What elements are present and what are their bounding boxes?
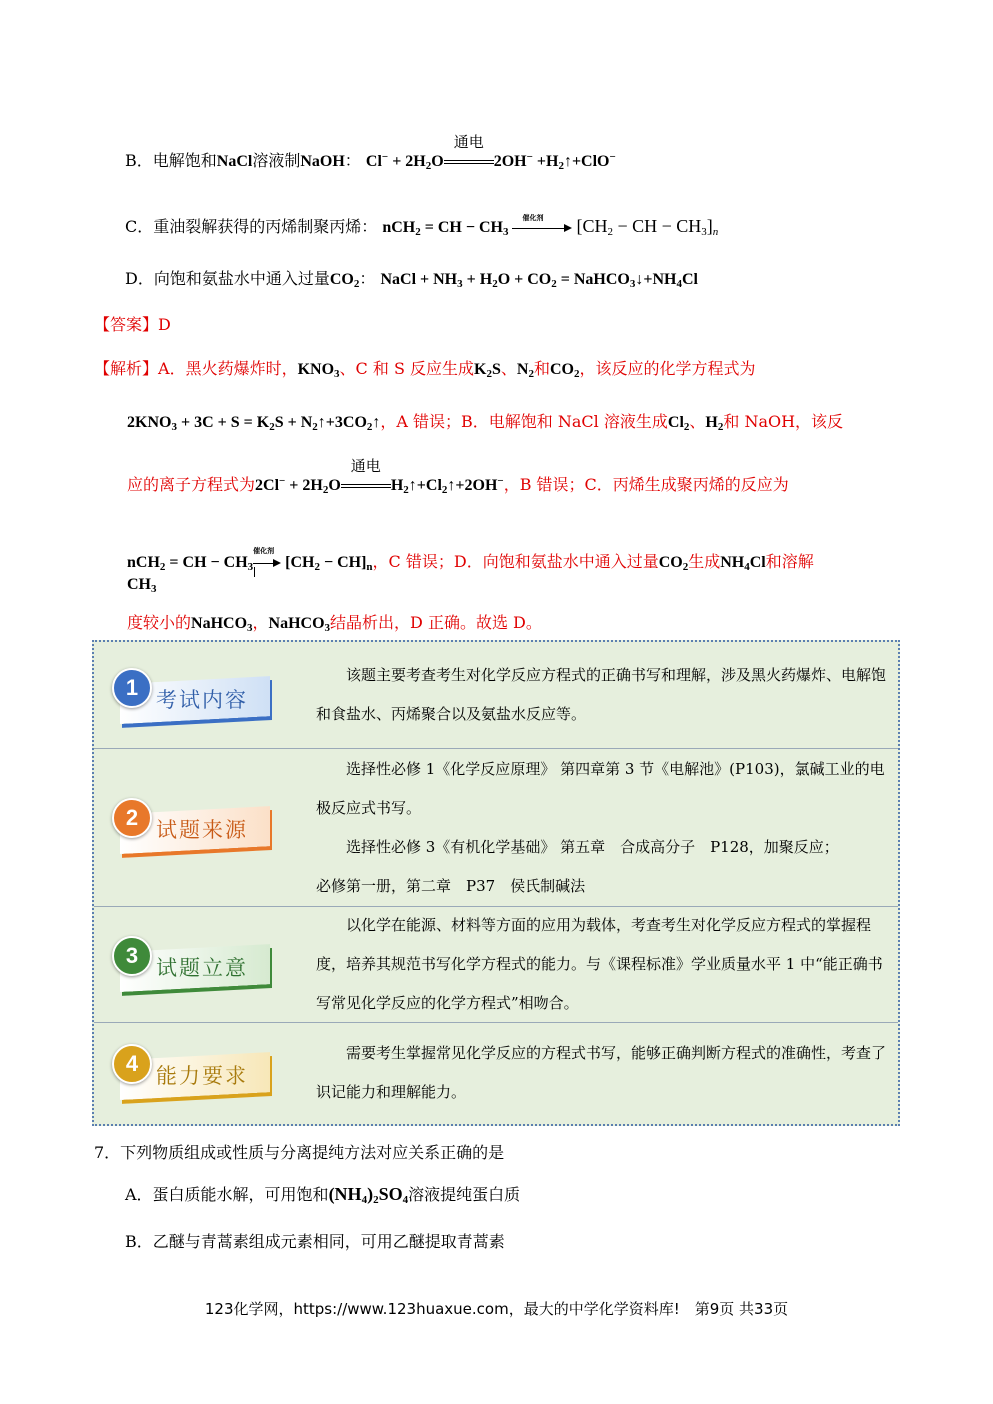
option-a-text: 溶液提纯蛋白质	[408, 1185, 521, 1204]
panel-text	[316, 1034, 886, 1112]
equation-electrolysis: $2Cl^- + 2H_2O$ 通电 $H_2↑+Cl_2↑+2OH^-$	[255, 457, 504, 496]
option-d	[125, 266, 698, 290]
analysis-text: ，A 错误；B．电解饱和 NaCl 溶液生成	[380, 412, 668, 431]
analysis-text: 度较小的	[127, 613, 192, 632]
option-d-label: D．向饱和氨盐水中通入过量	[125, 269, 330, 288]
condition-label: 通电	[350, 457, 381, 475]
formula-nahco3: NaHCO$_3$	[191, 615, 253, 634]
analysis-text: ，该反应的化学方程式为	[579, 359, 756, 378]
analysis-text: 、	[500, 359, 517, 378]
panel-text	[316, 906, 886, 1023]
option-b-mid: 溶液制	[252, 151, 301, 170]
answer	[94, 312, 171, 335]
panel-paragraph: 需要考生掌握常见化学反应的方程式书写，能够正确判断方程式的准确性，考查了识记能力和理解能力。	[316, 1044, 887, 1101]
answer-value: D	[158, 315, 171, 334]
analysis-line-5	[127, 610, 542, 634]
analysis-text: ，B 错误；C．丙烯生成聚丙烯的反应为	[503, 475, 789, 494]
formula-co2: $CO_2$	[658, 554, 689, 573]
catalyst-label: 催化剂	[522, 214, 544, 223]
analysis-text: 和	[533, 359, 550, 378]
page-footer: 123化学网，https://www.123huaxue.com，最大的中学化学资料库! 第9页 共33页	[204, 1300, 789, 1318]
option-b-equation: $Cl^- + 2H_2O$ 通电 $2OH^- +H_2↑+ClO^-$	[365, 133, 616, 172]
badge-number: 4	[112, 1044, 152, 1084]
analysis-text: 、	[689, 412, 706, 431]
equation-polymerization: nCH$_2$ = CH − $CH_3$ 催化剂 $[CH_2 - CH]_n$	[127, 547, 373, 573]
formula-k2s: $K_2S$	[474, 361, 501, 380]
option-d-colon: ：	[359, 269, 376, 288]
analysis-text: ，	[252, 613, 269, 632]
panel-text	[316, 656, 886, 734]
analysis-line-3	[127, 457, 789, 496]
option-b-colon: ：	[344, 151, 361, 170]
panel-paragraph: 选择性必修 1《化学反应原理》 第四章第 3 节《电解池》(P103)，氯碱工业的电极反应式书写。	[316, 760, 885, 817]
panel-paragraph: 选择性必修 3《有机化学基础》 第五章 合成高分子 P128，加聚反应；	[346, 838, 839, 856]
panel-paragraph: 该题主要考查考生对化学反应方程式的正确书写和理解，涉及黑火药爆炸、电解饱和食盐水、丙烯聚合以及氨盐水反应等。	[316, 666, 887, 723]
answer-label: 【答案】	[94, 315, 159, 334]
panel-row-ability	[94, 1022, 898, 1124]
option-d-co2: $CO_2$	[329, 271, 360, 290]
formula-ammonium-sulfate: $(NH_4)_2SO_4$	[328, 1184, 409, 1206]
substituent-bond	[254, 567, 255, 577]
formula-nh4cl: $NH_4Cl$	[720, 554, 766, 573]
analysis-text: 、C 和 S 反应生成	[339, 359, 474, 378]
option-c-equation: nCH$_2$ = CH − $CH_3$ 催化剂 [$CH_2$ − CH − $CH_3]_n$	[382, 214, 719, 238]
panel-paragraph: 必修第一册，第二章 P37 侯氏制碱法	[316, 877, 586, 895]
panel-row-purpose	[94, 906, 898, 1023]
analysis-line-2	[127, 409, 843, 433]
option-c-label: C．重油裂解获得的丙烯制聚丙烯：	[125, 217, 378, 236]
formula-n2: $N_2$	[516, 361, 534, 380]
analysis-text: 结晶析出，D 正确。故选 D。	[330, 613, 542, 632]
badge-title: 试题立意	[156, 956, 248, 980]
panel-paragraph: 以化学在能源、材料等方面的应用为载体，考查考生对化学反应方程式的掌握程度，培养其规范书写化学方程式的能力。与《课程标准》学业质量水平 1 中“能正确书写常见化学反应的化学方程式”相吻合。	[316, 916, 883, 1012]
badge-purpose	[112, 936, 272, 992]
option-c	[125, 214, 718, 238]
badge-ability	[112, 1044, 272, 1100]
formula-co2: $CO_2$	[549, 361, 580, 380]
analysis-text: A．黑火药爆炸时，	[158, 359, 298, 378]
option-b	[125, 133, 616, 172]
analysis-line-4	[127, 549, 814, 573]
formula-kno3: $KNO_3$	[297, 361, 340, 380]
analysis-panel-box	[92, 640, 900, 1126]
analysis-line-1	[94, 356, 755, 380]
option-a-text: A．蛋白质能水解，可用饱和	[125, 1185, 329, 1204]
analysis-text: 和溶解	[765, 552, 814, 571]
question-7-option-a	[125, 1182, 520, 1206]
option-b-label: B．电解饱和	[125, 151, 217, 170]
analysis-text: 生成	[688, 552, 721, 571]
analysis-text: 和 NaOH，该反	[723, 412, 844, 431]
equation-black-powder: $2KNO_3 + 3C + S = K_2S$ + $N_2↑+3CO_2↑$	[127, 414, 381, 433]
formula-cl2: $Cl_2$	[667, 414, 690, 433]
formula-nahco3: NaHCO$_3$	[268, 615, 331, 634]
question-7-stem: 7．下列物质组成或性质与分离提纯方法对应关系正确的是	[94, 1143, 505, 1162]
badge-title: 试题来源	[156, 818, 248, 842]
catalyst-label: 催化剂	[253, 547, 275, 556]
option-b-naoh: NaOH	[300, 153, 345, 170]
badge-title: 能力要求	[156, 1064, 248, 1088]
panel-text	[316, 750, 886, 906]
badge-source	[112, 798, 272, 854]
condition-label: 通电	[453, 133, 484, 151]
formula-h2: $H_2$	[705, 414, 724, 433]
badge-exam-content	[112, 668, 272, 724]
analysis-label: 【解析】	[94, 359, 159, 378]
badge-number: 3	[112, 936, 152, 976]
badge-number: 2	[112, 798, 152, 838]
badge-number: 1	[112, 668, 152, 708]
badge-title: 考试内容	[156, 688, 248, 712]
analysis-text: ，C 错误；D．向饱和氨盐水中通入过量	[372, 552, 659, 571]
panel-row-source	[94, 748, 898, 907]
question-7-option-b: B．乙醚与青蒿素组成元素相同，可用乙醚提取青蒿素	[125, 1232, 505, 1251]
formula-ch3-substituent: $CH_3$	[127, 576, 157, 595]
option-b-nacl: NaCl	[216, 153, 253, 170]
analysis-text: 应的离子方程式为	[127, 475, 256, 494]
panel-row-exam-content	[94, 642, 898, 749]
option-d-equation: NaCl + $NH_3 + H_2O + CO_2$ = $NaHCO_3↓+NH_4Cl$	[380, 271, 698, 290]
